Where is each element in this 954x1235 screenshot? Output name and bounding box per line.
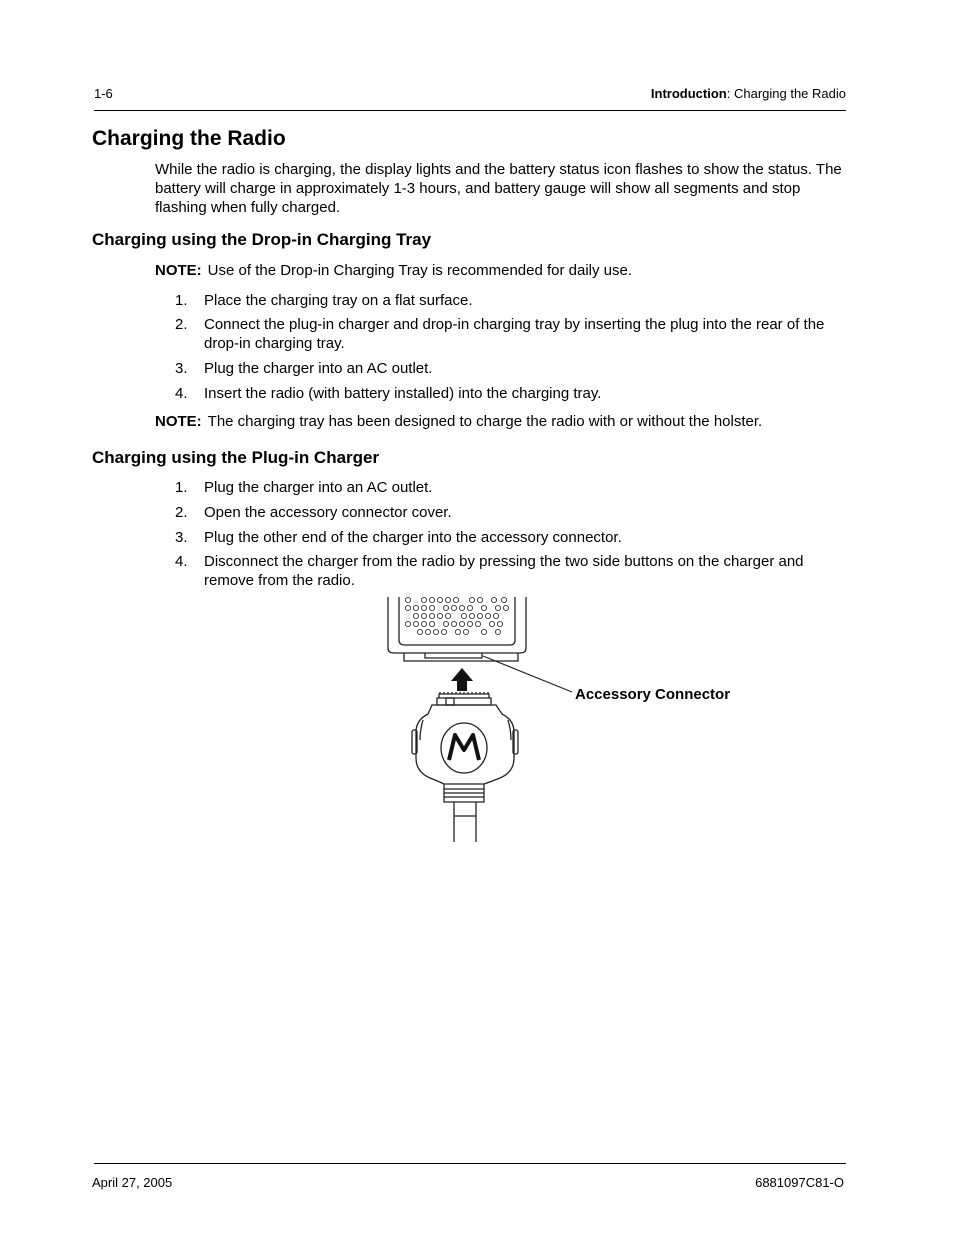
grille-dot: [425, 629, 430, 634]
insert-arrow-icon: [451, 668, 473, 691]
grille-dot: [443, 605, 448, 610]
list-item: [175, 528, 845, 547]
grille-dot: [405, 605, 410, 610]
grille-dot: [467, 605, 472, 610]
list-item: [175, 478, 845, 497]
list-item: [175, 384, 845, 403]
grille-dot: [445, 613, 450, 618]
grille-dot: [437, 613, 442, 618]
grille-dot: [429, 597, 434, 602]
footer-rule: [94, 1163, 846, 1164]
grille-dot: [459, 621, 464, 626]
step-text: Plug the other end of the charger into the accessory connector.: [204, 529, 622, 546]
grille-dot: [503, 605, 508, 610]
grille-dot: [451, 621, 456, 626]
figure-callout-label: Accessory Connector: [575, 686, 731, 703]
list-item: [175, 552, 845, 590]
grille-dot: [501, 597, 506, 602]
grille-dot: [459, 605, 464, 610]
step-text: Plug the charger into an AC outlet.: [204, 360, 433, 377]
grille-dot: [491, 597, 496, 602]
grille-dot: [445, 597, 450, 602]
grille-dot: [495, 629, 500, 634]
step-text: Open the accessory connector cover.: [204, 504, 452, 521]
grille-dot: [413, 605, 418, 610]
grille-dot: [463, 629, 468, 634]
grille-dot: [451, 605, 456, 610]
grille-dot: [413, 621, 418, 626]
step-number: 2.: [175, 316, 188, 333]
charger-plug: [412, 692, 518, 842]
footer-doc-number: 6881097C81-O: [755, 1175, 844, 1190]
list-item: [175, 503, 845, 522]
grille-dot: [477, 597, 482, 602]
grille-dot: [429, 621, 434, 626]
tray-note-2: [155, 412, 845, 431]
running-header-section: Introduction: [650, 86, 727, 101]
grille-dot: [485, 613, 490, 618]
grille-dot: [477, 613, 482, 618]
step-text: Insert the radio (with battery installed) into the charging tray.: [204, 385, 602, 402]
step-number: 1.: [175, 479, 188, 496]
grille-dot: [405, 621, 410, 626]
step-number: 4.: [175, 385, 188, 402]
note-label: NOTE:: [155, 262, 202, 279]
step-number: 3.: [175, 529, 188, 546]
note-text: The charging tray has been designed to charge the radio with or without the holster.: [207, 413, 763, 430]
tray-heading: Charging using the Drop-in Charging Tray: [92, 230, 432, 249]
step-text: Place the charging tray on a flat surface.: [204, 292, 473, 309]
grille-dot: [467, 621, 472, 626]
grille-dot: [441, 629, 446, 634]
running-header-subsection: : Charging the Radio: [726, 86, 846, 101]
note-text: Use of the Drop-in Charging Tray is recommended for daily use.: [207, 262, 633, 279]
grille-dot: [469, 597, 474, 602]
grille-dot: [429, 605, 434, 610]
grille-dot: [481, 605, 486, 610]
grille-dot: [461, 613, 466, 618]
radio-bottom: [388, 597, 526, 661]
footer-date: April 27, 2005: [92, 1175, 173, 1190]
grille-dot: [437, 597, 442, 602]
grille-dot: [421, 605, 426, 610]
grille-dot: [417, 629, 422, 634]
plugin-heading: Charging using the Plug-in Charger: [92, 448, 380, 467]
grille-dot: [489, 621, 494, 626]
intro-paragraph: While the radio is charging, the display lights and the battery status icon flashes to show the status. The battery will charge in approximately 1-3 hours, and battery gauge will show all segments and stop flashing when fully charged.: [155, 161, 842, 216]
grille-dot: [497, 621, 502, 626]
note-label: NOTE:: [155, 413, 202, 430]
grille-dot: [481, 629, 486, 634]
step-number: 3.: [175, 360, 188, 377]
grille-dot: [469, 613, 474, 618]
grille-dot: [453, 597, 458, 602]
page-title: Charging the Radio: [92, 127, 286, 150]
step-text: Plug the charger into an AC outlet.: [204, 479, 433, 496]
grille-dot: [405, 597, 410, 602]
charger-illustration: [380, 590, 580, 850]
step-number: 2.: [175, 504, 188, 521]
list-item: [175, 291, 845, 310]
list-item: [175, 359, 845, 378]
grille-dot: [421, 621, 426, 626]
grille-dot: [433, 629, 438, 634]
header-rule: [94, 110, 846, 111]
page-number: 1-6: [94, 86, 113, 101]
grille-dot: [443, 621, 448, 626]
grille-dot: [495, 605, 500, 610]
step-number: 1.: [175, 292, 188, 309]
grille-dot: [455, 629, 460, 634]
grille-dot: [429, 613, 434, 618]
step-number: 4.: [175, 553, 188, 570]
motorola-logo-icon: [449, 735, 479, 760]
step-text: Disconnect the charger from the radio by pressing the two side buttons on the charger and remove from the radio.: [204, 553, 804, 589]
grille-dot: [421, 613, 426, 618]
step-text: Connect the plug-in charger and drop-in charging tray by inserting the plug into the rear of the drop-in charging tray.: [204, 316, 825, 352]
tray-note-1: [155, 261, 845, 280]
grille-dot: [493, 613, 498, 618]
callout-leader: [483, 656, 572, 692]
grille-dot: [413, 613, 418, 618]
running-header: [651, 86, 846, 101]
grille-dot: [421, 597, 426, 602]
list-item: [175, 315, 845, 353]
grille-dot: [475, 621, 480, 626]
